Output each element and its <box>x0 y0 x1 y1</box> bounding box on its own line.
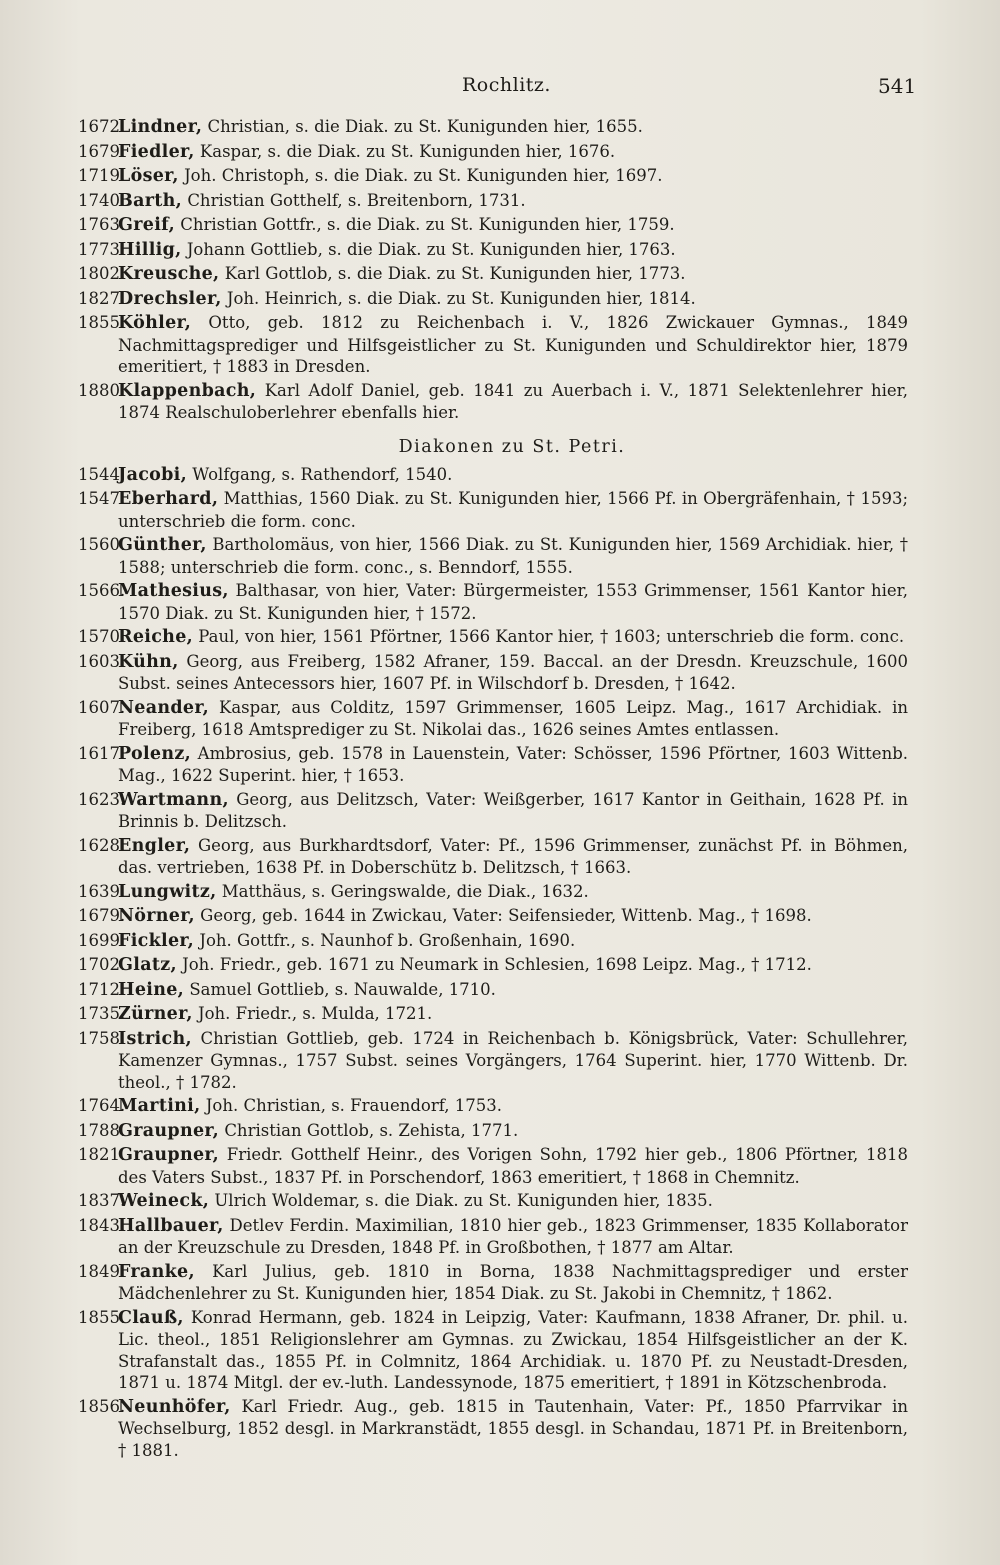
entry-name: Klappenbach, <box>118 380 257 401</box>
entry-year: 1617. <box>78 743 126 763</box>
section-title: Diakonen zu St. Petri. <box>398 436 626 457</box>
entry-name: Löser, <box>118 166 179 186</box>
entry-text: Kaspar, s. die Diak. zu St. Kunigunden hier, 1676. <box>199 141 616 161</box>
entry-body <box>118 1396 908 1462</box>
entry-text: Friedr. Gotthelf Heinr., des Vorigen Sohn, 1792 hier geb., 1806 Pförtner, 1818 des Vaters Subst., 1837 Pf. in Porschendorf, 1863 emeritiert, † 1868 in Chemnitz. <box>118 1145 909 1187</box>
entry-text: Matthäus, s. Geringswalde, die Diak., 1632. <box>221 881 589 901</box>
entry-name: Kühn, <box>118 651 179 672</box>
entry-text: Detlev Ferdin. Maximilian, 1810 hier geb., 1823 Grimmenser, 1835 Kollaborator an der Kreuzschule zu Dresden, 1848 Pf. in Großbothen, † 1877 am Altar. <box>118 1215 908 1257</box>
entry <box>0 743 1000 787</box>
entry-year: 1560. <box>78 535 126 554</box>
entry-body <box>118 1190 908 1213</box>
entry-year: 1672. <box>78 117 126 136</box>
entry-text: Georg, geb. 1644 in Zwickau, Vater: Seifensieder, Wittenb. Mag., † 1698. <box>200 906 812 925</box>
entry-year: 1764. <box>78 1096 126 1115</box>
entry-year: 1735. <box>78 1004 126 1023</box>
entry <box>0 190 1000 213</box>
entry-year: 1702. <box>78 955 126 974</box>
entry-name: Fiedler, <box>118 141 195 162</box>
entry-body <box>118 697 908 741</box>
entry-year: 1855. <box>78 313 126 332</box>
entry-year: 1802. <box>78 264 126 283</box>
entry-name: Jacobi, <box>118 464 188 485</box>
entry-text: Balthasar, von hier, Vater: Bürgermeister, 1553 Grimmenser, 1561 Kantor hier, 1570 Diak. zu St. Kunigunden hier, † 1572. <box>118 581 908 623</box>
entry <box>0 1190 1000 1213</box>
entry-body <box>118 190 908 213</box>
entry-body <box>118 165 908 188</box>
entry-body <box>118 488 908 532</box>
entry-body <box>118 288 908 311</box>
entry <box>0 789 1000 833</box>
entry-name: Polenz, <box>118 743 191 764</box>
entry <box>0 165 1000 188</box>
entry <box>0 1261 1000 1305</box>
entry-body <box>118 312 908 378</box>
entry-text: Georg, aus Freiberg, 1582 Afraner, 159. Baccal. an der Dresdn. Kreuzschule, 1600 Subst. seines Antecessors hier, 1607 Pf. in Wilschdorf b. Dresden, † 1642. <box>118 651 908 693</box>
entry-text: Georg, aus Burkhardtsdorf, Vater: Pf., 1596 Grimmenser, zunächst Pf. in Böhmen, das. vertrieben, 1638 Pf. in Doberschütz b. Delitzsch, † 1663. <box>118 835 908 877</box>
entry-name: Drechsler, <box>118 288 222 309</box>
entry-name: Köhler, <box>118 313 192 333</box>
entry-body <box>118 1095 908 1118</box>
entry-body <box>118 1120 908 1143</box>
entry <box>0 312 1000 378</box>
entry <box>0 1144 1000 1188</box>
entry-year: 1773. <box>78 239 126 259</box>
entry-year: 1679. <box>78 906 126 925</box>
entry-year: 1566. <box>78 581 126 600</box>
entry-year: 1628. <box>78 835 126 855</box>
page-header <box>0 70 1000 110</box>
entry-year: 1758. <box>78 1028 126 1048</box>
entry <box>0 697 1000 741</box>
entry-name: Neander, <box>118 697 210 718</box>
entry-year: 1679. <box>78 141 126 161</box>
entry-name: Weineck, <box>118 1191 210 1211</box>
entry <box>0 1028 1000 1094</box>
entry-year: 1623. <box>78 789 126 809</box>
entry-text: Kaspar, aus Colditz, 1597 Grimmenser, 1605 Leipz. Mag., 1617 Archidiak. in Freiberg, 1618 Amtsprediger zu St. Nikolai das., 1626 seines Amtes entlassen. <box>118 697 908 739</box>
entry-body <box>118 835 908 879</box>
entry-text: Samuel Gottlieb, s. Nauwalde, 1710. <box>189 979 496 999</box>
entry-name: Martini, <box>118 1096 201 1116</box>
entry-name: Heine, <box>118 979 185 1000</box>
entry-text: Paul, von hier, 1561 Pförtner, 1566 Kantor hier, † 1603; unterschrieb die form. conc. <box>198 627 905 646</box>
entry-text: Otto, geb. 1812 zu Reichenbach i. V., 1826 Zwickauer Gymnas., 1849 Nachmittagsprediger und Hilfsgeistlicher zu St. Kunigunden und Schuldirektor hier, 1879 emeritiert, † 1883 in Dresden. <box>118 313 909 376</box>
entry-text: Matthias, 1560 Diak. zu St. Kunigunden hier, 1566 Pf. in Obergräfenhain, † 1593; unterschrieb die form. conc. <box>118 489 908 531</box>
entry-text: Christian Gottlieb, geb. 1724 in Reichenbach b. Königsbrück, Vater: Schullehrer, Kamenzer Gymnas., 1757 Subst. seines Vorgängers, 1764 Superint. hier, 1770 Wittenb. Dr. theol., † 1782. <box>118 1028 908 1092</box>
entry-body <box>118 380 908 424</box>
entry-text: Christian Gottlob, s. Zehista, 1771. <box>224 1120 519 1140</box>
entry <box>0 116 1000 139</box>
entry <box>0 288 1000 311</box>
entry-year: 1603. <box>78 651 126 671</box>
entry-name: Eberhard, <box>118 489 219 509</box>
entry <box>0 954 1000 977</box>
entry-year: 1843. <box>78 1215 126 1235</box>
entry-body <box>118 116 908 139</box>
entry-name: Engler, <box>118 835 191 856</box>
entry-body <box>118 263 908 286</box>
entry <box>0 1095 1000 1118</box>
entry-text: Karl Julius, geb. 1810 in Borna, 1838 Nachmittagsprediger und erster Mädchenlehrer zu St. Kunigunden hier, 1854 Diak. zu St. Jakobi in Chemnitz, † 1862. <box>118 1261 908 1303</box>
entry-year: 1570. <box>78 627 126 646</box>
entry-name: Wartmann, <box>118 789 229 810</box>
entry-body <box>118 954 908 977</box>
entry-body <box>118 979 908 1002</box>
entry <box>0 464 1000 487</box>
entry <box>0 1003 1000 1026</box>
entry <box>0 263 1000 286</box>
entry-name: Nörner, <box>118 906 195 926</box>
entry <box>0 930 1000 953</box>
entry-name: Hillig, <box>118 239 182 260</box>
entry-text: Ambrosius, geb. 1578 in Lauenstein, Vater: Schösser, 1596 Pförtner, 1603 Wittenb. Mag., 1622 Superint. hier, † 1653. <box>118 743 908 785</box>
entry <box>0 534 1000 578</box>
entry-body <box>118 905 908 928</box>
entry-name: Glatz, <box>118 955 177 975</box>
entry-text: Bartholomäus, von hier, 1566 Diak. zu St. Kunigunden hier, 1569 Archidiak. hier, † 1588; unterschrieb die form. conc., s. Benndorf, 1555. <box>118 535 908 577</box>
entry-name: Lindner, <box>118 117 203 137</box>
entry-name: Fickler, <box>118 930 195 951</box>
entry-name: Franke, <box>118 1261 195 1282</box>
entry <box>0 141 1000 164</box>
entry-list <box>0 116 1000 1463</box>
entry-body <box>118 881 908 904</box>
entry-text: Joh. Friedr., s. Mulda, 1721. <box>197 1004 433 1023</box>
entry-name: Greif, <box>118 215 175 235</box>
entry-name: Neunhöfer, <box>118 1396 231 1417</box>
entry-name: Kreusche, <box>118 264 220 284</box>
entry-name: Lungwitz, <box>118 881 217 902</box>
entry <box>0 239 1000 262</box>
entry-name: Graupner, <box>118 1120 220 1141</box>
entry-text: Joh. Heinrich, s. die Diak. zu St. Kunigunden hier, 1814. <box>226 288 696 308</box>
entry-year: 1880. <box>78 380 126 400</box>
entry-name: Barth, <box>118 190 183 211</box>
entry-text: Wolfgang, s. Rathendorf, 1540. <box>192 464 453 484</box>
entry <box>0 580 1000 624</box>
entry-name: Istrich, <box>118 1028 192 1049</box>
entry-year: 1699. <box>78 930 126 950</box>
entry-text: Joh. Friedr., geb. 1671 zu Neumark in Schlesien, 1698 Leipz. Mag., † 1712. <box>182 955 812 974</box>
entry-year: 1719. <box>78 166 126 185</box>
entry-name: Zürner, <box>118 1004 193 1024</box>
entry <box>0 1215 1000 1259</box>
entry-year: 1544. <box>78 464 126 484</box>
entry-body <box>118 626 908 649</box>
entry-body <box>118 651 908 695</box>
entry <box>0 1120 1000 1143</box>
entry-name: Reiche, <box>118 627 194 647</box>
entry <box>0 881 1000 904</box>
entry-text: Karl Adolf Daniel, geb. 1841 zu Auerbach i. V., 1871 Selektenlehrer hier, 1874 Realschuloberlehrer ebenfalls hier. <box>118 380 908 422</box>
entry-text: Christian Gotthelf, s. Breitenborn, 1731. <box>187 190 526 210</box>
entry-body <box>118 580 908 624</box>
entry <box>0 380 1000 424</box>
entry-year: 1849. <box>78 1261 126 1281</box>
entry-year: 1763. <box>78 215 126 234</box>
entry-name: Mathesius, <box>118 581 229 601</box>
entry-text: Konrad Hermann, geb. 1824 in Leipzig, Vater: Kaufmann, 1838 Afraner, Dr. phil. u. Lic. theol., 1851 Religionslehrer am Gymnas. zu Zwickau, 1854 Hilfsgeistlicher an der K. Strafanstalt das., 1855 Pf. in Colmnitz, 1864 Archidiak. u. 1870 Pf. zu Neustadt-Dresden, 1871 u. 1874 Mitgl. der ev.-luth. Landessynode, 1875 emeritiert, † 1891 in Kötzschenbroda. <box>118 1307 908 1392</box>
entry-body <box>118 789 908 833</box>
entry-year: 1607. <box>78 697 126 717</box>
entry-name: Hallbauer, <box>118 1215 224 1236</box>
entry-text: Karl Gottlob, s. die Diak. zu St. Kunigunden hier, 1773. <box>224 264 686 283</box>
entry-text: Christian, s. die Diak. zu St. Kunigunden hier, 1655. <box>207 117 643 136</box>
entry-body <box>118 534 908 578</box>
entry-year: 1788. <box>78 1120 126 1140</box>
entry-text: Joh. Christoph, s. die Diak. zu St. Kunigunden hier, 1697. <box>184 166 663 185</box>
entry-body <box>118 214 908 237</box>
entry-year: 1821. <box>78 1145 126 1164</box>
entry <box>0 651 1000 695</box>
entry-body <box>118 141 908 164</box>
entry-year: 1827. <box>78 288 126 308</box>
entry-text: Joh. Christian, s. Frauendorf, 1753. <box>205 1096 502 1115</box>
entry <box>0 1396 1000 1462</box>
entry-year: 1856. <box>78 1396 126 1416</box>
entry-year: 1855. <box>78 1307 126 1327</box>
entry-body <box>118 743 908 787</box>
entry-text: Karl Friedr. Aug., geb. 1815 in Tautenhain, Vater: Pf., 1850 Pfarrvikar in Wechselburg, 1852 desgl. in Markranstädt, 1855 desgl. in Schandau, 1871 Pf. in Breitenborn, † 1881. <box>118 1396 908 1460</box>
entry-body <box>118 239 908 262</box>
entry-name: Clauß, <box>118 1307 184 1328</box>
entry-text: Georg, aus Delitzsch, Vater: Weißgerber, 1617 Kantor in Geithain, 1628 Pf. in Brinnis b. Delitzsch. <box>118 789 908 831</box>
entry-body <box>118 930 908 953</box>
entry <box>0 626 1000 649</box>
entry-body <box>118 1028 908 1094</box>
entry <box>0 979 1000 1002</box>
entry-body <box>118 1003 908 1026</box>
entry-year: 1639. <box>78 881 126 901</box>
entry <box>0 1307 1000 1394</box>
entry-body <box>118 1215 908 1259</box>
entry-year: 1547. <box>78 489 126 508</box>
entry <box>0 488 1000 532</box>
entry-year: 1837. <box>78 1191 126 1210</box>
entry <box>0 214 1000 237</box>
entry-body <box>118 1307 908 1394</box>
running-head: Rochlitz. <box>462 74 551 96</box>
entry-body <box>118 1261 908 1305</box>
entry-year: 1712. <box>78 979 126 999</box>
entry-body <box>118 464 908 487</box>
entry-text: Johann Gottlieb, s. die Diak. zu St. Kunigunden hier, 1763. <box>186 239 676 259</box>
entry-name: Günther, <box>118 535 207 555</box>
entry <box>0 905 1000 928</box>
entry-body <box>118 1144 908 1188</box>
entry-year: 1740. <box>78 190 126 210</box>
entry-name: Graupner, <box>118 1145 220 1165</box>
entry-text: Christian Gottfr., s. die Diak. zu St. Kunigunden hier, 1759. <box>180 215 675 234</box>
entry <box>0 835 1000 879</box>
entry-text: Joh. Gottfr., s. Naunhof b. Großenhain, 1690. <box>199 930 576 950</box>
page-number: 541 <box>878 74 917 98</box>
entry-text: Ulrich Woldemar, s. die Diak. zu St. Kunigunden hier, 1835. <box>214 1191 713 1210</box>
